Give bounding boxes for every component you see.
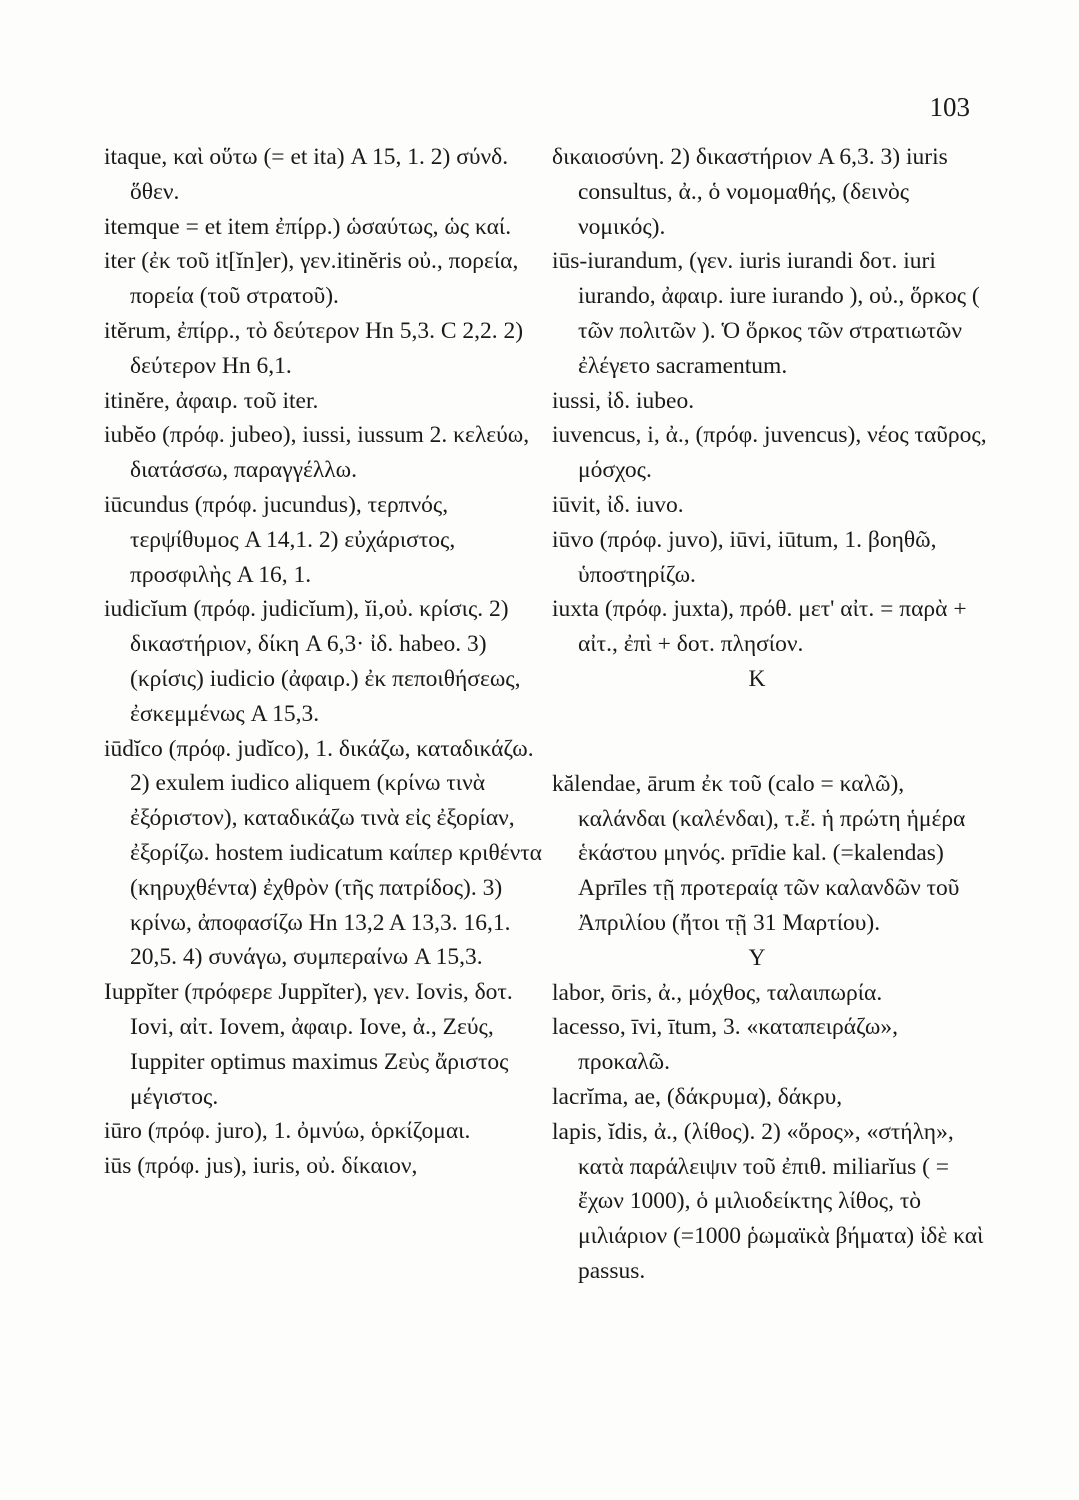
dictionary-entry: itĕrum, ἐπίρρ., τὸ δεύτερον Hn 5,3. C 2,2. 2) δεύτερον Hn 6,1.	[104, 317, 524, 379]
dictionary-entry: iter (ἐκ τοῦ it[ĭn]er), γεν.itinĕris οὐ., πορεία, πορεία (τοῦ στρατοῦ).	[104, 248, 519, 310]
dictionary-entry: lacrĭma, ae, (δάκρυμα), δάκρυ,	[552, 1083, 843, 1110]
dictionary-entry: iūdĭco (πρόφ. judĭco), 1. δικάζω, καταδικάζω. 2) exulem iudico aliquem (κρίνω τινὰ ἐξόριστον), καταδικάζω τινὰ εἰς ἐξορίαν, ἐξορίζω. hostem iudicatum καίπερ κριθέντα (κηρυχθέντα) ἐχθρὸν (τῆς πατρίδος). 3) κρίνω, ἀποφασίζω Hn 13,2 A 13,3. 16,1. 20,5. 4) συνάγω, συμπεραίνω A 15,3.	[104, 735, 542, 971]
section-letter-k: K	[748, 665, 766, 692]
dictionary-entry: itaque, καὶ οὕτω (= et ita) A 15, 1. 2) σύνδ. ὅθεν.	[104, 144, 509, 205]
dictionary-entry: itemque = et item ἐπίρρ.) ὡσαύτως, ὡς καί.	[104, 213, 512, 240]
dictionary-entry: itinĕre, ἀφαιρ. τοῦ iter.	[104, 387, 319, 414]
dictionary-entry: iūvo (πρόφ. juvo), iūvi, iūtum, 1. βοηθῶ, ὑποστηρίζω.	[552, 526, 937, 588]
dictionary-entry: lacesso, īvi, ītum, 3. «καταπειράζω», προκαλῶ.	[552, 1014, 899, 1076]
dictionary-entry: iussi, ἰδ. iubeo.	[552, 387, 695, 414]
left-column	[104, 140, 544, 1184]
dictionary-entry: Iuppĭter (πρόφερε Juppĭter), γεν. Iovis, δοτ. Iovi, αἰτ. Iovem, ἀφαιρ. Iove, ἀ., Ζεύς, Iuppiter optimus maximus Ζεὺς ἄριστος μέγιστος.	[104, 979, 513, 1110]
section-spacer	[552, 697, 992, 767]
right-column	[552, 140, 992, 1289]
dictionary-entry: kălendae, ārum ἐκ τοῦ (calo = καλῶ), καλάνδαι (καλένδαι), τ.ἔ. ἡ πρώτη ἡμέρα ἑκάστου μηνός. prīdie kal. (=kalendas) Aprīles τῇ προτεραίᾳ τῶν καλανδῶν τοῦ Ἀπριλίου (ἤτοι τῇ 31 Μαρτίου).	[552, 770, 966, 936]
dictionary-entry: iubĕo (πρόφ. jubeo), iussi, iussum 2. κελεύω, διατάσσω, παραγγέλλω.	[104, 422, 530, 484]
dictionary-entry: iuxta (πρόφ. juxta), πρόθ. μετ' αἰτ. = παρὰ + αἰτ., ἐπὶ + δοτ. πλησίον.	[552, 596, 967, 658]
dictionary-entry: lapis, ĭdis, ἀ., (λίθος). 2) «ὅρος», «στήλη», κατὰ παράλειψιν τοῦ ἐπιθ. miliarĭus ( = ἔχων 1000), ὁ μιλιοδείκτης λίθος, τὸ μιλιάριον (=1000 ῥωμαϊκὰ βήματα) ἰδὲ καὶ passus.	[552, 1118, 984, 1284]
dictionary-entry: iudicĭum (πρόφ. judicĭum), ĭi,οὐ. κρίσις. 2) δικαστήριον, δίκη A 6,3· ἰδ. habeo. 3) (κρίσις) iudicio (ἀφαιρ.) ἐκ πεποιθήσεως, ἐσκεμμένως A 15,3.	[104, 596, 521, 727]
page-number: 103	[929, 92, 970, 122]
dictionary-entry: iūs-iurandum, (γεν. iuris iurandi δοτ. iuri iurando, ἀφαιρ. iure iurando ), οὐ., ὅρκος ( τῶν πολιτῶν ). Ὁ ὅρκος τῶν στρατιωτῶν ἐλέγετο sacramentum.	[552, 248, 980, 379]
dictionary-entry: iūs (πρόφ. jus), iuris, οὐ. δίκαιον,	[104, 1153, 418, 1180]
dictionary-entry: δικαιοσύνη. 2) δικαστήριον A 6,3. 3) iuris consultus, ἀ., ὁ νομομαθής, (δεινὸς νομικός).	[552, 144, 948, 240]
section-letter-l: Υ	[748, 944, 766, 971]
dictionary-entry: iūvit, ἰδ. iuvo.	[552, 491, 684, 518]
dictionary-entry: iūro (πρόφ. juro), 1. ὀμνύω, ὁρκίζομαι.	[104, 1118, 471, 1145]
dictionary-entry: iuvencus, i, ἀ., (πρόφ. juvencus), νέος ταῦρος, μόσχος.	[552, 422, 987, 484]
dictionary-entry: labor, ōris, ἀ., μόχθος, ταλαιπωρία.	[552, 979, 883, 1006]
dictionary-entry: iūcundus (πρόφ. jucundus), τερπνός, τερψίθυμος A 14,1. 2) εὐχάριστος, προσφιλὴς A 16, 1.	[104, 491, 456, 588]
